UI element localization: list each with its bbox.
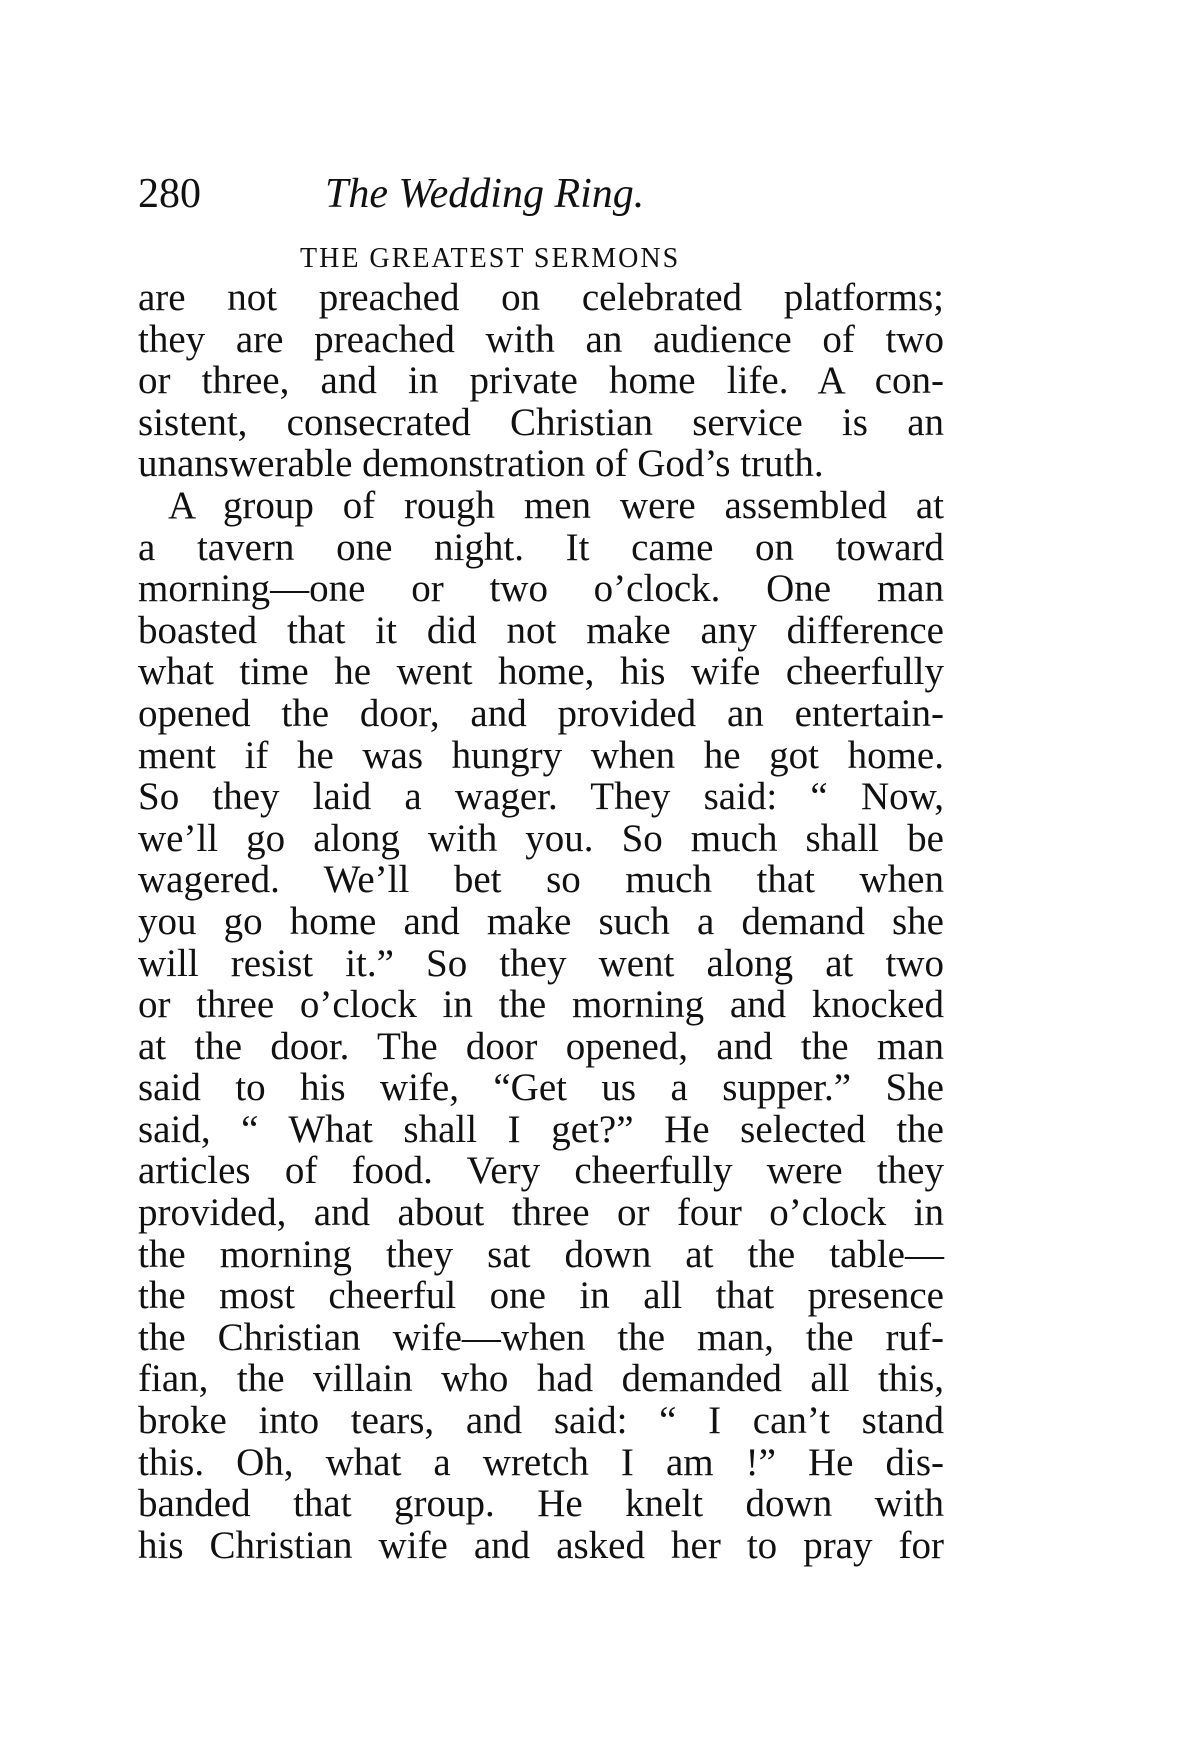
text-line: what time he went home, his wife cheerfully	[138, 650, 944, 694]
text-line: provided, and about three or four o’clock in	[138, 1191, 944, 1235]
text-line: unanswerable demonstration of God’s truth.	[138, 442, 824, 486]
text-line: said, “ What shall I get?” He selected the	[138, 1107, 944, 1151]
text-line: are not preached on celebrated platforms;	[138, 276, 944, 319]
section-heading: THE GREATEST SERMONS	[300, 243, 681, 274]
text-line: A group of rough men were assembled at	[168, 483, 944, 527]
text-line: we’ll go along with you. So much shall be	[138, 816, 944, 860]
text-line: sistent, consecrated Christian service is an	[138, 400, 944, 444]
text-line: you go home and make such a demand she	[138, 899, 944, 943]
text-line: So they laid a wager. They said: “ Now,	[138, 775, 944, 819]
text-line: will resist it.” So they went along at two	[138, 941, 944, 985]
text-line: the most cheerful one in all that presence	[138, 1274, 944, 1318]
running-head	[138, 170, 938, 230]
text-line: morning—one or two o’clock. One man	[138, 567, 944, 611]
page-number: 280	[138, 171, 201, 217]
text-line: or three o’clock in the morning and knocked	[138, 983, 944, 1027]
text-line: ment if he was hungry when he got home.	[138, 733, 944, 777]
text-line: at the door. The door opened, and the man	[138, 1024, 944, 1068]
text-line: his Christian wife and asked her to pray for	[138, 1523, 944, 1567]
text-line: said to his wife, “Get us a supper.” She	[138, 1066, 944, 1110]
text-line: articles of food. Very cheerfully were they	[138, 1149, 944, 1193]
text-line: boasted that it did not make any difference	[138, 608, 944, 652]
text-line: the morning they sat down at the table—	[138, 1232, 944, 1276]
text-line: opened the door, and provided an entertain-	[138, 691, 944, 735]
text-line: wagered. We’ll bet so much that when	[138, 858, 944, 902]
text-line: banded that group. He knelt down with	[138, 1482, 944, 1526]
text-line: the Christian wife—when the man, the ruf-	[138, 1315, 944, 1359]
body-text	[138, 277, 944, 1566]
text-line: they are preached with an audience of two	[138, 317, 944, 361]
text-line: fian, the villain who had demanded all this,	[138, 1357, 944, 1401]
text-line: broke into tears, and said: “ I can’t stand	[138, 1399, 944, 1443]
book-title: The Wedding Ring.	[325, 171, 645, 217]
text-line: this. Oh, what a wretch I am !” He dis-	[138, 1440, 944, 1484]
text-line: or three, and in private home life. A con-	[138, 359, 944, 403]
text-line: a tavern one night. It came on toward	[138, 525, 944, 569]
